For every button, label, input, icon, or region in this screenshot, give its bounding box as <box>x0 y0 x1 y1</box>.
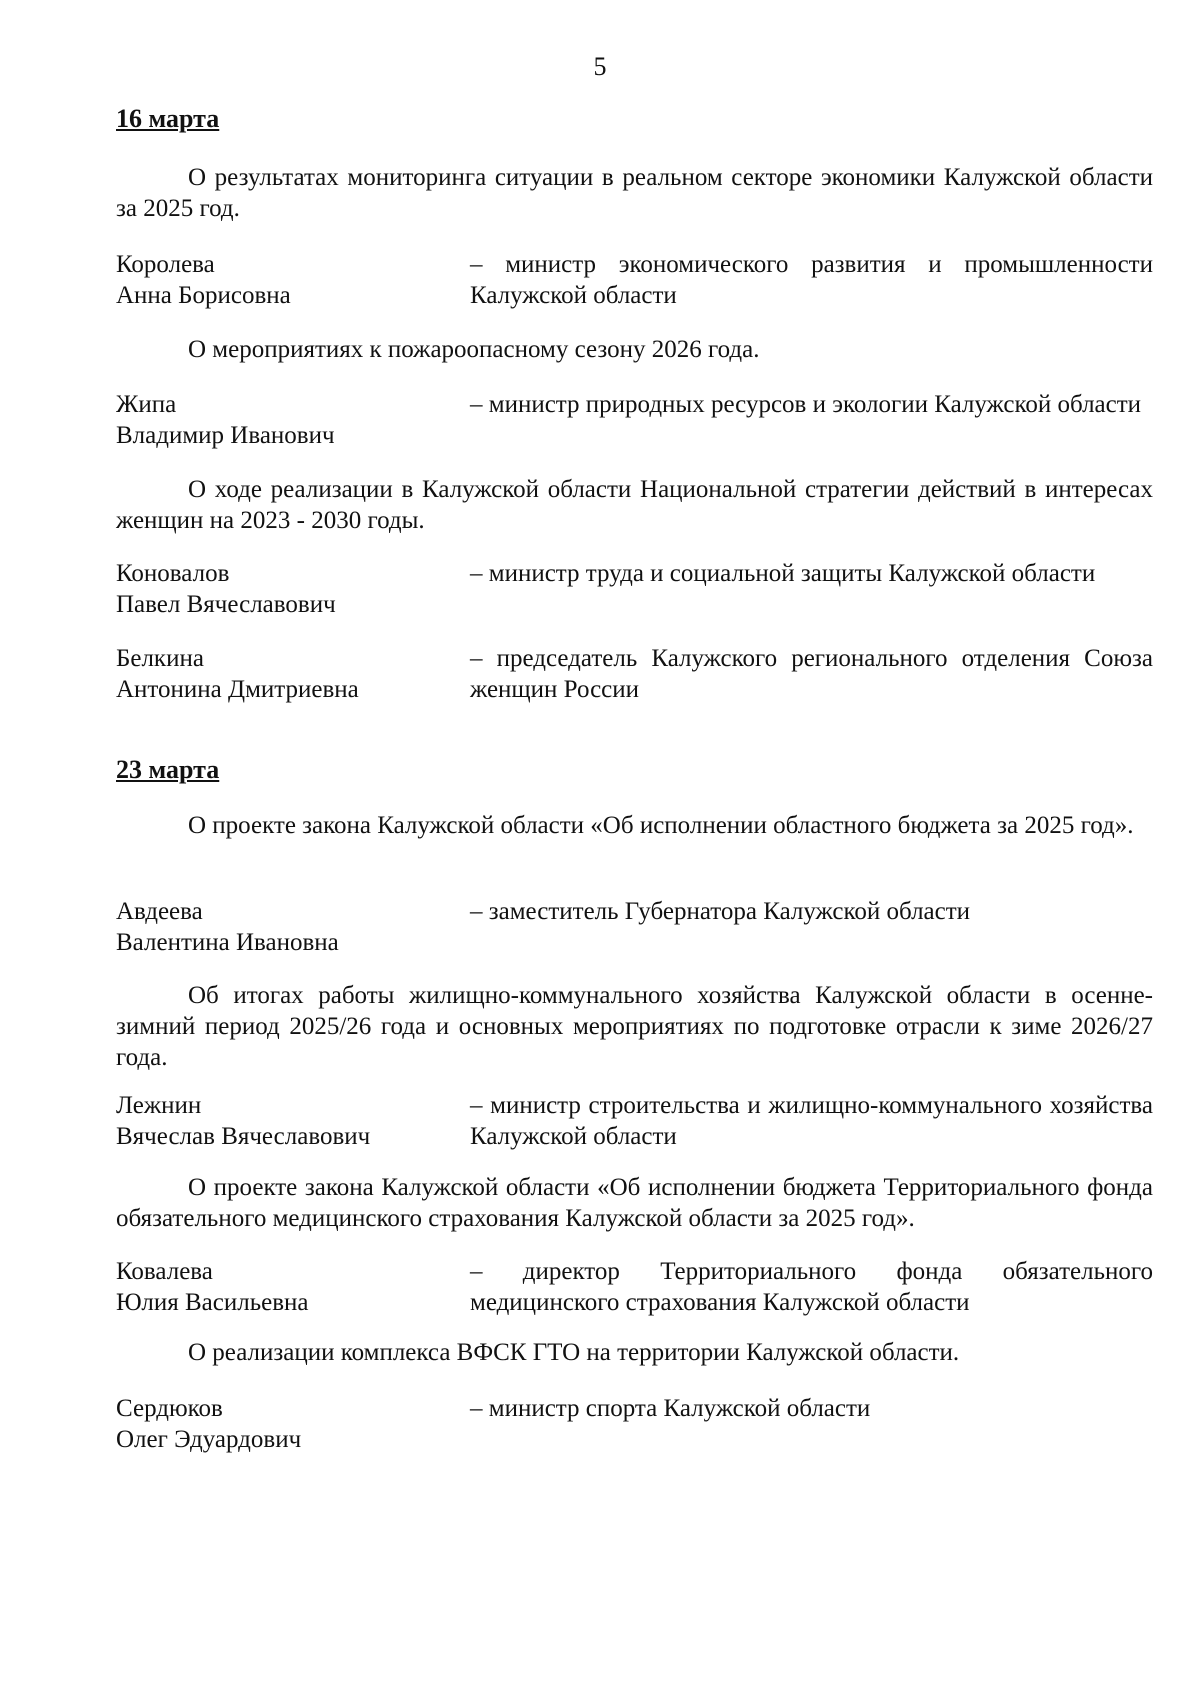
speaker-name <box>116 389 456 451</box>
speaker-role: – директор Территориального фонда обязательного медицинского страхования Калужской области <box>470 1258 1153 1316</box>
page-number: 5 <box>593 52 607 81</box>
speaker-given-names: Олег Эдуардович <box>116 1426 302 1453</box>
agenda-topic: О проекте закона Калужской области «Об исполнении бюджета Территориального фонда обязательного медицинского страхования Калужской области за 2025 год». <box>116 1174 1153 1232</box>
speaker-surname: Авдеева <box>116 898 203 925</box>
agenda-topic: О результатах мониторинга ситуации в реальном секторе экономики Калужской области за 2025 год. <box>116 164 1153 222</box>
speaker-surname: Ковалева <box>116 1258 213 1285</box>
speaker-role: – председатель Калужского регионального отделения Союза женщин России <box>470 645 1153 703</box>
agenda-topic: О проекте закона Калужской области «Об исполнении областного бюджета за 2025 год». <box>188 812 1134 839</box>
speaker-surname: Жипа <box>116 391 177 418</box>
speaker-name <box>116 1256 456 1318</box>
agenda-topic: О ходе реализации в Калужской области Национальной стратегии действий в интересах женщин на 2023 - 2030 годы. <box>116 476 1153 534</box>
speaker-name <box>116 558 456 620</box>
section-date: 23 марта <box>116 755 220 784</box>
speaker-given-names: Юлия Васильевна <box>116 1289 309 1316</box>
speaker-role: – министр природных ресурсов и экологии Калужской области <box>470 391 1142 418</box>
speaker-role: – министр спорта Калужской области <box>470 1395 871 1422</box>
speaker-given-names: Вячеслав Вячеславович <box>116 1123 371 1150</box>
speaker-surname: Коновалов <box>116 560 230 587</box>
speaker-surname: Белкина <box>116 645 204 672</box>
speaker-role: – министр труда и социальной защиты Калужской области <box>470 560 1096 587</box>
agenda-topic: Об итогах работы жилищно-коммунального хозяйства Калужской области в осенне-зимний период 2025/26 года и основных мероприятиях по подготовке отрасли к зиме 2026/27 года. <box>116 982 1153 1071</box>
speaker-name <box>116 1090 456 1152</box>
speaker-given-names: Антонина Дмитриевна <box>116 676 359 703</box>
speaker-role: – заместитель Губернатора Калужской области <box>470 898 971 925</box>
speaker-given-names: Павел Вячеславович <box>116 591 336 618</box>
speaker-given-names: Валентина Ивановна <box>116 929 339 956</box>
speaker-surname: Лежнин <box>116 1092 202 1119</box>
speaker-given-names: Анна Борисовна <box>116 282 291 309</box>
speaker-role: – министр экономического развития и промышленности Калужской области <box>470 251 1153 309</box>
speaker-name <box>116 643 456 705</box>
agenda-topic: О мероприятиях к пожароопасному сезону 2026 года. <box>188 336 760 363</box>
speaker-given-names: Владимир Иванович <box>116 422 335 449</box>
speaker-surname: Сердюков <box>116 1395 223 1422</box>
speaker-name <box>116 1393 456 1455</box>
section-date: 16 марта <box>116 104 220 133</box>
agenda-topic: О реализации комплекса ВФСК ГТО на территории Калужской области. <box>188 1339 960 1366</box>
speaker-name <box>116 896 456 958</box>
speaker-name <box>116 249 456 311</box>
speaker-surname: Королева <box>116 251 215 278</box>
speaker-role: – министр строительства и жилищно-коммунального хозяйства Калужской области <box>470 1092 1153 1150</box>
